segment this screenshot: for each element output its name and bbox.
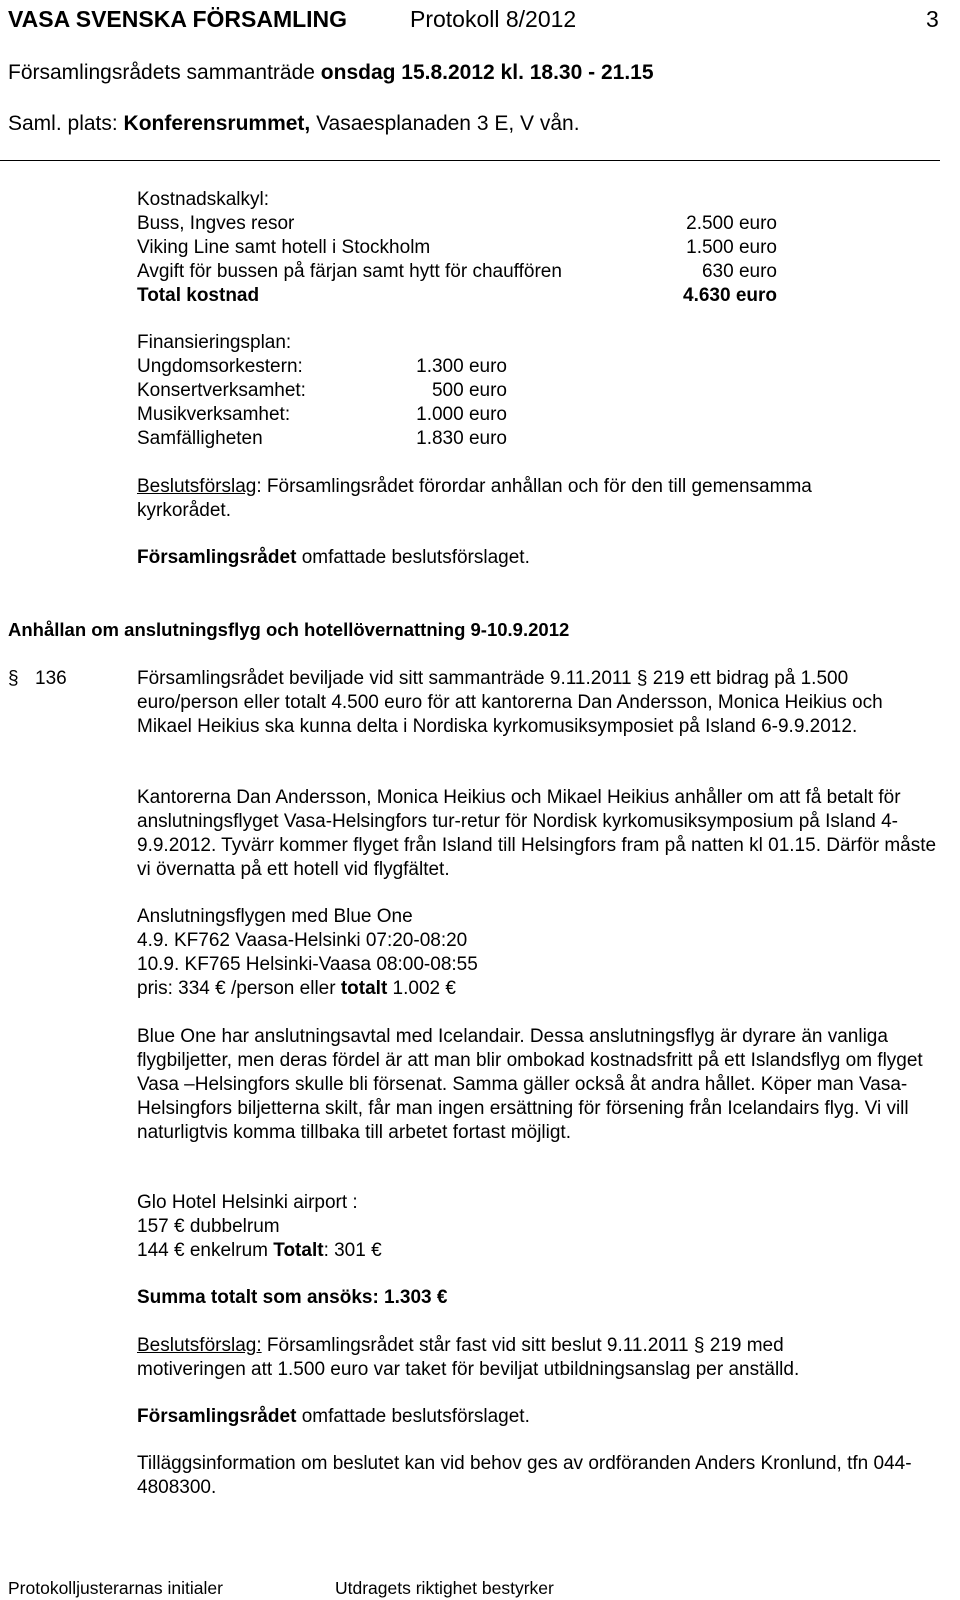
protocol-number: Protokoll 8/2012: [410, 6, 577, 32]
price-prefix: pris: 334 € /person eller: [137, 978, 341, 999]
price-total-word: totalt: [340, 978, 388, 999]
hotel-total-word: Totalt: [273, 1240, 324, 1261]
footer-certify: Utdragets riktighet bestyrker: [335, 1578, 554, 1598]
cost-row-label: Viking Line samt hotell i Stockholm: [137, 237, 431, 258]
place-room: Konferensrummet,: [123, 112, 311, 135]
header-divider: [0, 160, 940, 161]
finance-row-value: 1.300 euro: [416, 356, 507, 377]
finance-row-label: Ungdomsorkestern:: [137, 356, 303, 377]
total-cost-value: 4.630 euro: [683, 285, 777, 306]
finance-row-value: 500 euro: [431, 380, 507, 401]
section-heading: Anhållan om anslutningsflyg och hotellövernattning 9-10.9.2012: [8, 619, 570, 640]
price-suffix: 1.002 €: [387, 978, 456, 999]
meeting-line: [8, 61, 654, 85]
section-mark: §: [8, 668, 19, 689]
place-prefix: Saml. plats:: [8, 112, 124, 135]
finance-row-label: Konsertverksamhet:: [137, 380, 306, 401]
sum-total: Summa totalt som ansöks: 1.303 €: [137, 1287, 448, 1308]
cost-calc-heading: Kostnadskalkyl:: [137, 189, 270, 210]
flight-line: 10.9. KF765 Helsinki-Vaasa 08:00-08:55: [137, 954, 478, 975]
paragraph-1: Församlingsrådet beviljade vid sitt sammanträde 9.11.2011 § 219 ett bidrag på 1.500 euro/person eller totalt 4.500 euro för att kantorerna Dan Andersson, Monica Heikius och Mikael Heikius ska kunna delta i Nordiska kyrkomusiksymposiet på Island 6-9.9.2012.: [137, 668, 883, 737]
footer-initials: Protokolljusterarnas initialer: [8, 1578, 223, 1598]
cost-row-label: Avgift för bussen på färjan samt hytt för chauffören: [137, 261, 562, 282]
adopted-subject-2: Församlingsrådet: [137, 1406, 297, 1427]
decision-adopted-2: [137, 1405, 530, 1429]
page-number: 3: [926, 6, 939, 32]
meeting-place: [8, 112, 580, 136]
adopted-rest: omfattade beslutsförslaget.: [296, 547, 530, 568]
finance-row-value: 1.830 euro: [416, 428, 507, 449]
decision-adopted: [137, 546, 530, 570]
hotel-suffix: : 301 €: [323, 1240, 382, 1261]
finance-row-label: Musikverksamhet:: [137, 404, 291, 425]
cost-row-label: Buss, Ingves resor: [137, 213, 295, 234]
finance-plan-heading: Finansieringsplan:: [137, 332, 292, 353]
cost-row-value: 1.500 euro: [686, 237, 777, 258]
extra-info: Tilläggsinformation om beslutet kan vid behov ges av ordföranden Anders Kronlund, tfn 044-4808300.: [137, 1453, 912, 1498]
org-name: VASA SVENSKA FÖRSAMLING: [8, 6, 348, 32]
meeting-date: onsdag 15.8.2012 kl. 18.30 - 21.15: [320, 61, 654, 84]
paragraph-2: Kantorerna Dan Andersson, Monica Heikius och Mikael Heikius anhåller om att få betalt för anslutningsflyget Vasa-Helsingfors tur-retur för Nordisk kyrkomusiksymposium på Island 4-9.9.2012. Tyvärr kommer flyget från Island till Helsingfors fram på natten kl 01.15. Därför måste vi övernatta på ett hotell vid flygfältet.: [137, 787, 937, 880]
hotel-total-line: [137, 1239, 382, 1263]
hotel-prefix: 144 € enkelrum: [137, 1240, 274, 1261]
place-rest: Vasaesplanaden 3 E, V vån.: [310, 112, 580, 135]
decision-proposal-2: [137, 1334, 877, 1382]
flights-heading: Anslutningsflygen med Blue One: [137, 906, 413, 927]
finance-row-value: 1.000 euro: [416, 404, 507, 425]
section-number: 136: [35, 668, 67, 689]
total-cost-label: Total kostnad: [137, 285, 260, 306]
flight-price: [137, 977, 456, 1001]
paragraph-3: Blue One har anslutningsavtal med Icelandair. Dessa anslutningsflyg är dyrare än vanliga flygbiljetter, men deras fördel är att man blir ombokad kostnadsfritt på ett Islandsflyg om flyget Vasa –Helsingfors skulle bli försenat. Samma gäller också åt andra hållet. Köper man Vasa-Helsingfors biljetterna skilt, får man ingen ersättning för försening från Icelandairs flyg. Vi vill naturligtvis komma tillbaka till arbetet fortast möjligt.: [137, 1026, 923, 1143]
adopted-subject: Församlingsrådet: [137, 547, 297, 568]
hotel-line: 157 € dubbelrum: [137, 1216, 280, 1237]
decision-text-2: Församlingsrådet står fast vid sitt beslut 9.11.2011 § 219 med motiveringen att 1.500 euro var taket för beviljat utbildningsanslag per anställd.: [137, 1335, 800, 1380]
decision-text: : Församlingsrådet förordar anhållan och för den till gemensamma kyrkorådet.: [137, 476, 812, 521]
decision-label: Beslutsförslag: [137, 476, 257, 497]
flight-line: 4.9. KF762 Vaasa-Helsinki 07:20-08:20: [137, 930, 468, 951]
hotel-heading: Glo Hotel Helsinki airport :: [137, 1192, 358, 1213]
finance-row-label: Samfälligheten: [137, 428, 263, 449]
adopted-rest-2: omfattade beslutsförslaget.: [296, 1406, 530, 1427]
meeting-prefix: Församlingsrådets sammanträde: [8, 61, 321, 84]
decision-label-2: Beslutsförslag:: [137, 1335, 262, 1356]
cost-row-value: 630 euro: [701, 261, 777, 282]
cost-row-value: 2.500 euro: [686, 213, 777, 234]
decision-proposal: [137, 475, 897, 523]
